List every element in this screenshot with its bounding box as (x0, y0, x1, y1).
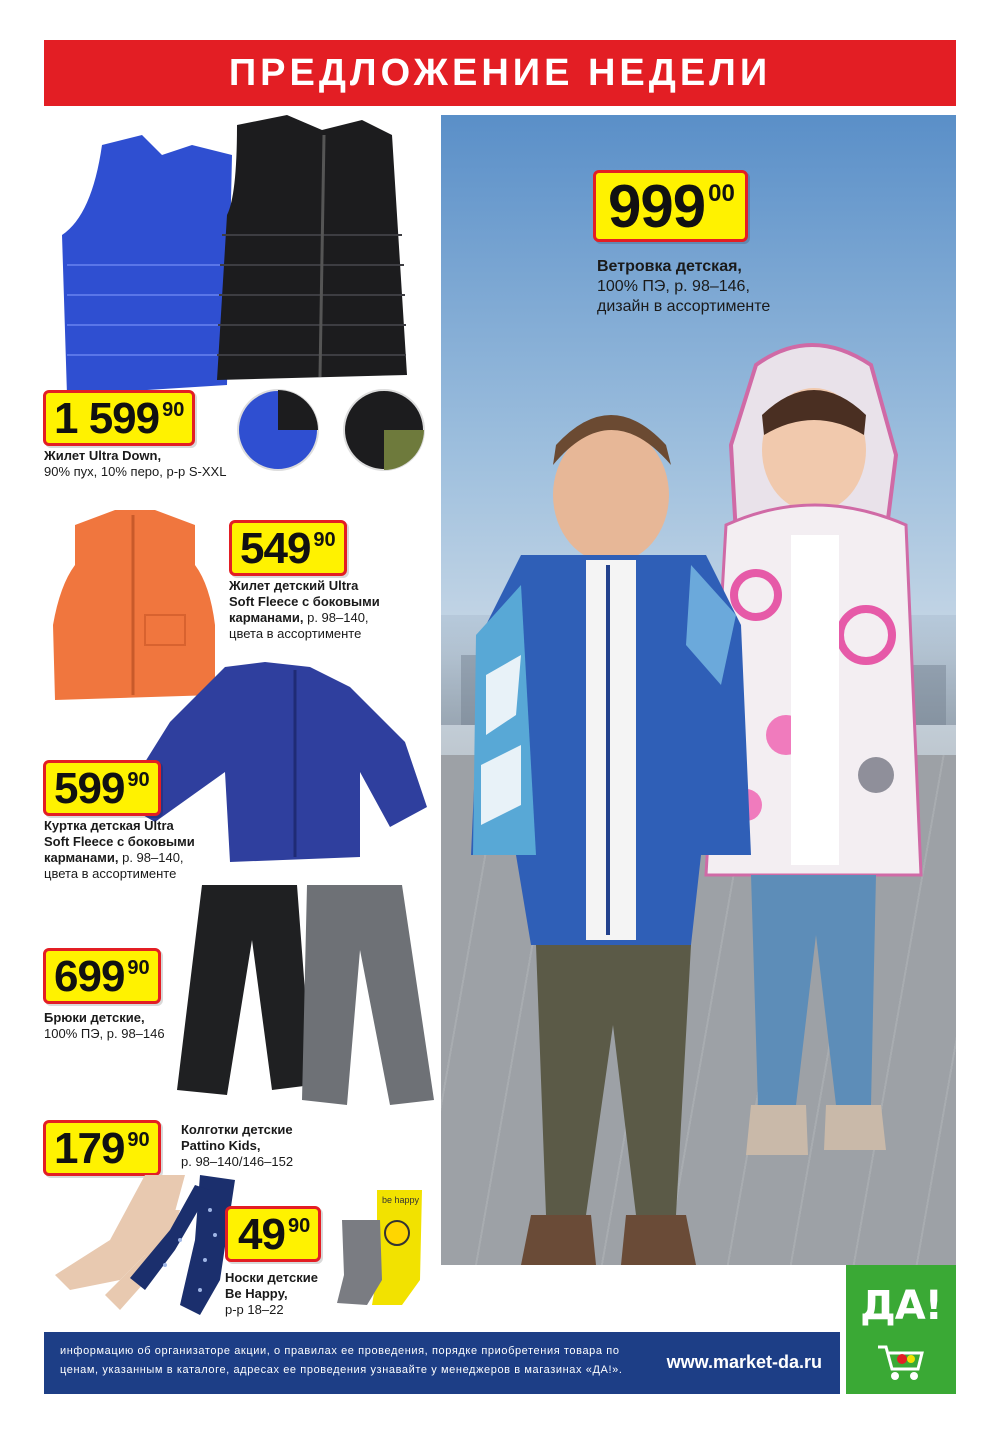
socks-image (332, 1185, 432, 1310)
price-cents: 90 (162, 399, 185, 421)
price-tag-socks (225, 1206, 321, 1262)
hero-price-main: 999 (608, 173, 706, 240)
vest-color-swatches (236, 388, 426, 472)
socks-brand-label: be happy (382, 1195, 420, 1205)
boy-in-blue-jacket (461, 385, 751, 1265)
price-cents: 90 (127, 769, 150, 791)
price-main: 49 (238, 1210, 285, 1259)
shopping-cart-icon (876, 1341, 926, 1383)
product-details: р-р 18–22 (225, 1302, 284, 1317)
price-main: 179 (54, 1124, 125, 1173)
price-main: 699 (54, 952, 125, 1001)
footer-info (60, 1342, 660, 1380)
product-title-line-2: Soft Fleece с боковыми (44, 834, 195, 849)
product-size: р. 98–140, (118, 850, 184, 865)
tights-description (181, 1122, 381, 1170)
price-tag-vest-down (43, 390, 195, 446)
price-cents: 90 (313, 529, 336, 551)
product-title-line-1: Носки детские (225, 1270, 318, 1285)
price-main: 599 (54, 764, 125, 813)
product-details: р. 98–140/146–152 (181, 1154, 294, 1169)
hero-photo (441, 115, 956, 1265)
website-link[interactable]: www.market-da.ru (666, 1352, 822, 1372)
product-title-line-2: Pattino Kids, (181, 1138, 261, 1153)
price-tag-tights (43, 1120, 161, 1176)
hero-line-2: дизайн в ассортименте (597, 298, 771, 315)
product-size: р. 98–140, (303, 610, 369, 625)
kids-pants-image (172, 880, 437, 1110)
hero-price-cents: 00 (708, 180, 735, 207)
page-title: ПРЕДЛОЖЕНИЕ НЕДЕЛИ (44, 40, 956, 106)
hero-title: Ветровка детская, (597, 258, 742, 275)
logo-text: ДА! (860, 1283, 942, 1329)
product-title: Брюки детские, (44, 1010, 145, 1025)
price-cents: 90 (287, 1215, 311, 1237)
price-tag-pants (43, 948, 161, 1004)
down-vests-image (62, 115, 422, 405)
pants-description (44, 1010, 244, 1042)
product-details: 90% пух, 10% перо, р-р S-XXL (44, 464, 227, 479)
orange-vest-description (229, 578, 429, 642)
socks-description (225, 1270, 335, 1318)
hero-line-1: 100% ПЭ, р. 98–146, (597, 278, 750, 295)
product-title-line-1: Колготки детские (181, 1122, 293, 1137)
product-title-line-1: Куртка детская Ultra (44, 818, 174, 833)
product-title-line-2: Soft Fleece с боковыми (229, 594, 380, 609)
fleece-jacket-description (44, 818, 244, 882)
price-tag-fleece-jacket (43, 760, 161, 816)
tights-image (50, 1170, 240, 1320)
product-title-line-2: Be Happy, (225, 1286, 288, 1301)
vest-down-description (44, 448, 244, 480)
da-logo (846, 1265, 956, 1394)
hero-description (597, 257, 847, 317)
hero-price-tag (593, 170, 748, 242)
price-cents: 90 (127, 1129, 150, 1151)
footer-bar (44, 1332, 840, 1394)
price-main: 549 (240, 524, 311, 573)
product-title: Жилет Ultra Down, (44, 448, 162, 463)
footer-info-line-2: ценам, указанным в каталоге, адресах ее проведения узнавайте у менеджеров в магазинах «ДА!». (60, 1364, 623, 1376)
product-details: цвета в ассортименте (229, 626, 362, 641)
price-main: 1 599 (54, 394, 160, 443)
price-cents: 90 (127, 957, 150, 979)
price-tag-orange-vest (229, 520, 347, 576)
product-title-tail: карманами, (229, 610, 304, 625)
product-details: 100% ПЭ, р. 98–146 (44, 1026, 165, 1041)
product-title-tail: карманами, (44, 850, 119, 865)
footer-info-line-1: информацию об организаторе акции, о правилах ее проведения, порядке приобретения товара по (60, 1345, 620, 1357)
product-details: цвета в ассортименте (44, 866, 177, 881)
product-title-line-1: Жилет детский Ultra (229, 578, 359, 593)
